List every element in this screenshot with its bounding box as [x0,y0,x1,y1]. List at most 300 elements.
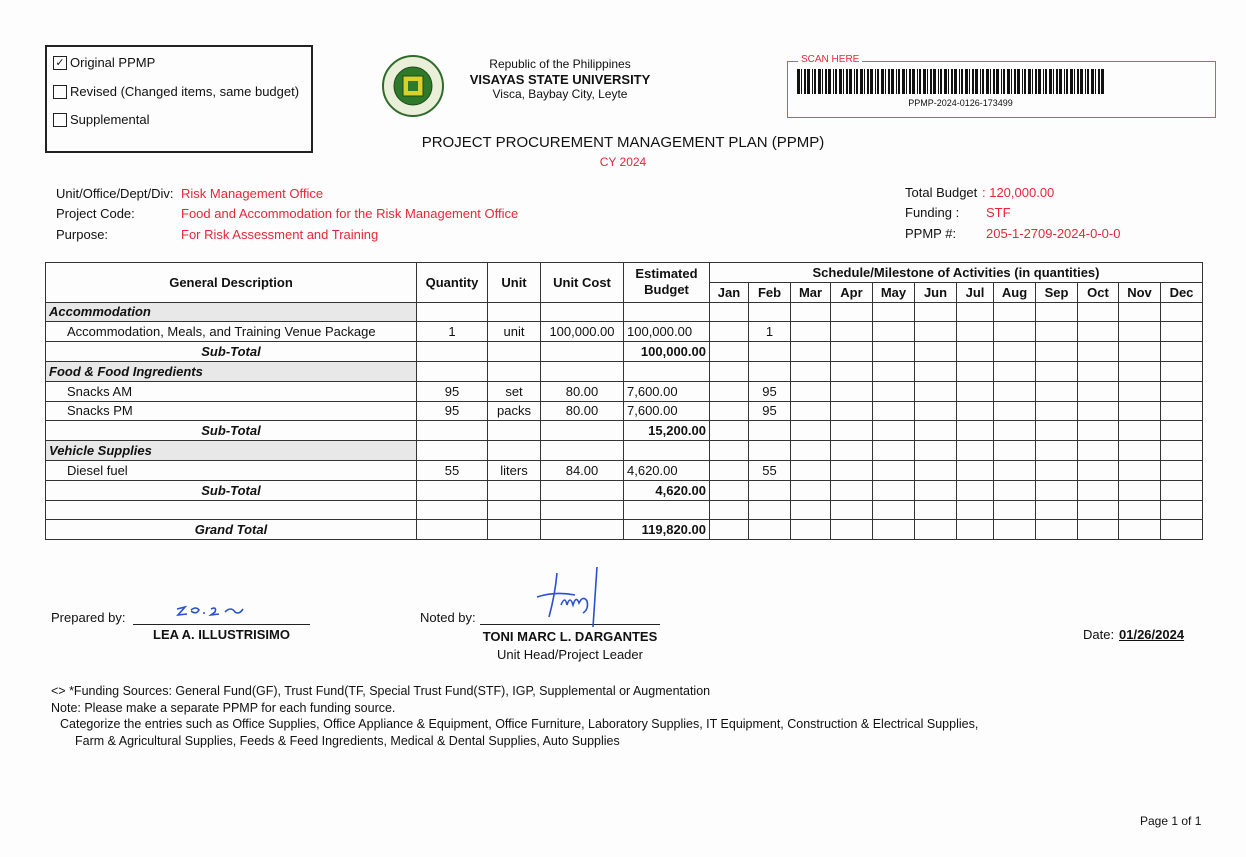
unit-cell: unit [488,322,541,342]
month-cell [873,441,915,461]
barcode-bar [982,69,984,94]
barcode-bar [896,69,897,94]
unit-cost-cell: 100,000.00 [541,322,624,342]
barcode-bar [996,69,999,94]
month-cell [1078,322,1119,342]
barcode-bar [822,69,823,94]
month-cell [710,500,749,520]
republic-text: Republic of the Philippines [489,57,631,71]
option-label: Original PPMP [70,55,156,70]
month-cell [994,480,1036,500]
month-cell [915,342,957,362]
unit-cell [488,520,541,540]
month-cell [915,480,957,500]
month-cell [831,342,873,362]
barcode-bar [846,69,848,94]
item-description: Diesel fuel [46,460,417,480]
month-cell [791,342,831,362]
barcode-bar [906,69,907,94]
month-cell [749,361,791,381]
barcode-bar [1035,69,1037,94]
barcode-bar [1095,69,1096,94]
header-month: Feb [749,282,791,302]
month-cell [1119,480,1161,500]
barcode-box [787,54,1216,118]
month-cell [1036,460,1078,480]
calendar-year: CY 2024 [599,155,647,169]
barcode-bar [1003,69,1005,94]
month-cell [994,441,1036,461]
month-cell [1078,500,1119,520]
month-cell [957,342,994,362]
barcode-bar [923,69,926,94]
month-cell [1161,500,1203,520]
table-row [46,322,1203,342]
barcode-number: PPMP-2024-0126-173499 [908,98,1013,108]
month-cell [791,441,831,461]
subtotal-label: Sub-Total [46,421,417,441]
barcode-bar [990,69,991,94]
prepared-by-label: Prepared by: [51,610,126,625]
category-row [46,302,1203,322]
revised-option[interactable] [53,84,299,99]
month-cell [994,520,1036,540]
barcode-bar [860,69,863,94]
unit-cell [488,500,541,520]
month-cell [710,460,749,480]
month-cell [873,302,915,322]
barcode-bar [835,69,837,94]
barcode-bar [1074,69,1075,94]
month-cell [1161,342,1203,362]
estimated-budget-cell [624,361,710,381]
month-cell [710,401,749,421]
month-cell [915,500,957,520]
month-cell [831,500,873,520]
month-cell [1161,322,1203,342]
month-cell [873,361,915,381]
barcode-bar [1017,69,1020,94]
month-cell [915,520,957,540]
barcode-icon [797,69,1106,94]
scan-here-label: SCAN HERE [798,54,862,65]
month-cell [1119,401,1161,421]
checkbox[interactable] [53,85,67,99]
month-cell [957,480,994,500]
month-cell [873,460,915,480]
barcode-bar [1085,69,1086,94]
month-cell [831,460,873,480]
month-cell [1119,361,1161,381]
header-month: Aug [994,282,1036,302]
project-code-label: Project Code: [56,206,135,221]
barcode-bar [951,69,953,94]
month-cell [1161,381,1203,401]
barcode-bar [948,69,949,94]
header-month: May [873,282,915,302]
month-cell [831,480,873,500]
month-cell [957,460,994,480]
estimated-budget-cell: 7,600.00 [624,381,710,401]
barcode-bar [843,69,844,94]
funding-value: STF [986,205,1011,220]
barcode-bar [961,69,963,94]
subtotal-row [46,342,1203,362]
categorize-note: Categorize the entries such as Office Supplies, Office Appliance & Equipment, Office Furniture, Laboratory Supplies, IT Equipment, Construction & Electrical Supplies, [60,717,979,731]
month-cell [994,401,1036,421]
original-ppmp-option[interactable] [53,55,155,70]
unit-cell [488,480,541,500]
barcode-bar [825,69,827,94]
month-cell [710,520,749,540]
table-row [46,381,1203,401]
month-cell [1161,460,1203,480]
option-label: Supplemental [70,112,150,127]
month-cell [749,441,791,461]
month-cell [1078,381,1119,401]
month-cell [831,322,873,342]
month-cell [1036,381,1078,401]
month-cell [1161,520,1203,540]
ppmp-items-table [45,262,1203,540]
month-cell [873,520,915,540]
unit-cost-cell [541,302,624,322]
unit-value: Risk Management Office [181,186,324,201]
header-description: General Description [46,263,417,303]
barcode-bar [1038,69,1041,94]
barcode-bar [1070,69,1073,94]
table-row [46,401,1203,421]
noted-signature-icon [535,565,615,635]
month-cell [873,401,915,421]
barcode-bar [944,69,947,94]
month-cell [1161,401,1203,421]
noted-by-title: Unit Head/Project Leader [497,647,643,662]
month-cell [1036,421,1078,441]
barcode-bar [814,69,816,94]
month-cell [749,302,791,322]
purpose-label: Purpose: [56,227,109,242]
month-cell [791,401,831,421]
unit-cost-cell [541,441,624,461]
university-address: Visca, Baybay City, Leyte [492,87,628,101]
month-cell [915,460,957,480]
month-cell [1119,302,1161,322]
barcode-bar [1043,69,1044,94]
month-cell [957,441,994,461]
month-cell [791,421,831,441]
prepared-signature-line [133,607,310,625]
header-month: Jun [915,282,957,302]
barcode-bar [877,69,879,94]
header-month: Nov [1119,282,1161,302]
header-month: Jan [710,282,749,302]
document-title: PROJECT PROCUREMENT MANAGEMENT PLAN (PPMP) [421,134,825,151]
month-cell [957,500,994,520]
barcode-bar [839,69,842,94]
month-cell [915,381,957,401]
page-number: Page 1 of 1 [1140,814,1202,828]
category-name: Food & Food Ingredients [46,361,417,381]
category-row [46,361,1203,381]
month-cell [749,421,791,441]
month-cell [749,500,791,520]
quantity-cell [417,302,488,322]
barcode-bar [804,69,806,94]
noted-by-name: TONI MARC L. DARGANTES [482,629,658,644]
month-cell [994,322,1036,342]
month-cell [915,421,957,441]
month-cell [1119,421,1161,441]
category-row [46,441,1203,461]
month-cell [831,520,873,540]
unit-cost-cell [541,500,624,520]
month-cell [791,302,831,322]
month-cell [994,302,1036,322]
estimated-budget-cell: 4,620.00 [624,480,710,500]
unit-cost-cell [541,342,624,362]
university-name: VISAYAS STATE UNIVERSITY [469,72,651,87]
barcode-bar [1022,69,1023,94]
ppmp-number-value: 205-1-2709-2024-0-0-0 [986,226,1121,241]
header-schedule: Schedule/Milestone of Activities (in quantities) [710,263,1203,283]
barcode-bar [1059,69,1062,94]
university-header [440,57,680,102]
month-cell [1119,500,1161,520]
barcode-bar [1087,69,1089,94]
date-value: 01/26/2024 [1119,627,1185,642]
month-cell [1036,302,1078,322]
month-cell [873,421,915,441]
barcode-bar [891,69,894,94]
month-cell [1078,302,1119,322]
barcode-bar [854,69,855,94]
option-label: Revised (Changed items, same budget) [70,84,300,99]
month-cell [915,441,957,461]
unit-cost-cell: 84.00 [541,460,624,480]
month-cell [994,342,1036,362]
month-cell [873,500,915,520]
quantity-cell [417,361,488,381]
month-cell [994,361,1036,381]
quantity-cell [417,480,488,500]
barcode-bar [898,69,900,94]
barcode-bar [1056,69,1058,94]
month-cell: 1 [749,322,791,342]
quantity-cell [417,342,488,362]
category-name: Accommodation [46,302,417,322]
barcode-bar [801,69,802,94]
month-cell [831,441,873,461]
barcode-bar [980,69,981,94]
month-cell [791,520,831,540]
month-cell [710,342,749,362]
barcode-bar [1049,69,1052,94]
project-code-value: Food and Accommodation for the Risk Management Office [181,206,519,221]
header-unit-cost: Unit Cost [541,263,624,303]
month-cell [1078,520,1119,540]
barcode-bar [959,69,960,94]
month-cell [1036,500,1078,520]
barcode-bar [1098,69,1100,94]
month-cell [1036,361,1078,381]
month-cell [957,381,994,401]
month-cell [873,342,915,362]
header-month: Jul [957,282,994,302]
barcode-bar [864,69,865,94]
unit-cost-cell: 80.00 [541,401,624,421]
header-month: Dec [1161,282,1203,302]
unit-cost-cell [541,520,624,540]
barcode-bar [919,69,921,94]
month-cell [994,500,1036,520]
quantity-cell [417,441,488,461]
header-estimated-budget: Estimated Budget [624,263,710,303]
item-description: Snacks PM [46,401,417,421]
month-cell [1119,520,1161,540]
month-cell [994,381,1036,401]
barcode-bar [797,69,800,94]
month-cell [710,421,749,441]
supplemental-option[interactable] [53,112,150,127]
quantity-cell [417,500,488,520]
month-cell [1036,401,1078,421]
unit-cost-cell [541,361,624,381]
month-cell: 55 [749,460,791,480]
month-cell [1161,421,1203,441]
separate-ppmp-note: Note: Please make a separate PPMP for each funding source. [51,701,396,715]
categorize-note-continued: Farm & Agricultural Supplies, Feeds & Feed Ingredients, Medical & Dental Supplies, Auto Supplies [75,734,620,748]
header-month: Oct [1078,282,1119,302]
quantity-cell: 1 [417,322,488,342]
header-month: Apr [831,282,873,302]
barcode-bar [933,69,936,94]
month-cell: 95 [749,381,791,401]
unit-cell: liters [488,460,541,480]
month-cell [957,322,994,342]
month-cell [1078,460,1119,480]
barcode-bar [969,69,970,94]
barcode-bar [812,69,813,94]
month-cell [710,302,749,322]
barcode-bar [1064,69,1065,94]
estimated-budget-cell: 15,200.00 [624,421,710,441]
month-cell [710,441,749,461]
month-cell [1078,401,1119,421]
month-cell [957,302,994,322]
ppmp-number-label: PPMP #: [905,226,957,241]
prepared-signature-icon [173,601,283,621]
month-cell [710,361,749,381]
month-cell [915,322,957,342]
item-description: Snacks AM [46,381,417,401]
month-cell [1119,460,1161,480]
month-cell [957,401,994,421]
month-cell [1078,342,1119,362]
barcode-bar [1066,69,1068,94]
month-cell [791,322,831,342]
month-cell [1036,441,1078,461]
estimated-budget-cell: 7,600.00 [624,401,710,421]
purpose-value: For Risk Assessment and Training [181,227,379,242]
barcode-bar [1007,69,1010,94]
month-cell [749,480,791,500]
month-cell: 95 [749,401,791,421]
table-row [46,500,1203,520]
estimated-budget-cell [624,302,710,322]
month-cell [1078,361,1119,381]
month-cell [1036,322,1078,342]
barcode-bar [954,69,957,94]
unit-cost-cell [541,480,624,500]
category-name: Vehicle Supplies [46,441,417,461]
barcode-bar [1024,69,1026,94]
month-cell [831,421,873,441]
barcode-bar [1045,69,1047,94]
barcode-bar [875,69,876,94]
estimated-budget-cell: 119,820.00 [624,520,710,540]
barcode-bar [818,69,821,94]
barcode-bar [1001,69,1002,94]
month-cell [1119,441,1161,461]
barcode-bar [993,69,995,94]
month-cell [994,460,1036,480]
month-cell [791,381,831,401]
checkbox-checked[interactable]: ✓ [53,56,67,70]
month-cell [1036,520,1078,540]
month-cell [749,520,791,540]
month-cell [831,381,873,401]
unit-cost-cell [541,421,624,441]
barcode-bar [888,69,890,94]
estimated-budget-cell: 100,000.00 [624,342,710,362]
header-month: Sep [1036,282,1078,302]
barcode-bar [927,69,928,94]
month-cell [915,302,957,322]
subtotal-row [46,421,1203,441]
month-cell [873,480,915,500]
month-cell [1078,480,1119,500]
month-cell [873,322,915,342]
barcode-bar [902,69,905,94]
unit-cell: packs [488,401,541,421]
header-unit: Unit [488,263,541,303]
barcode-bar [1011,69,1012,94]
subtotal-label: Grand Total [46,520,417,540]
unit-cell [488,421,541,441]
quantity-cell: 95 [417,401,488,421]
barcode-bar [917,69,918,94]
header-quantity: Quantity [417,263,488,303]
total-budget-value: : 120,000.00 [982,185,1055,200]
month-cell [791,460,831,480]
month-cell [957,361,994,381]
unit-label: Unit/Office/Dept/Div: [56,186,174,201]
unit-cell [488,361,541,381]
funding-label: Funding : [905,205,960,220]
item-description: Accommodation, Meals, and Training Venue Package [46,322,417,342]
barcode-bar [885,69,886,94]
university-seal-icon [381,54,445,118]
barcode-bar [940,69,942,94]
month-cell [710,322,749,342]
date-label: Date: [1083,627,1115,642]
month-cell [710,381,749,401]
barcode-bar [867,69,869,94]
checkbox[interactable] [53,113,67,127]
total-budget-label: Total Budget [905,185,978,200]
barcode-bar [938,69,939,94]
